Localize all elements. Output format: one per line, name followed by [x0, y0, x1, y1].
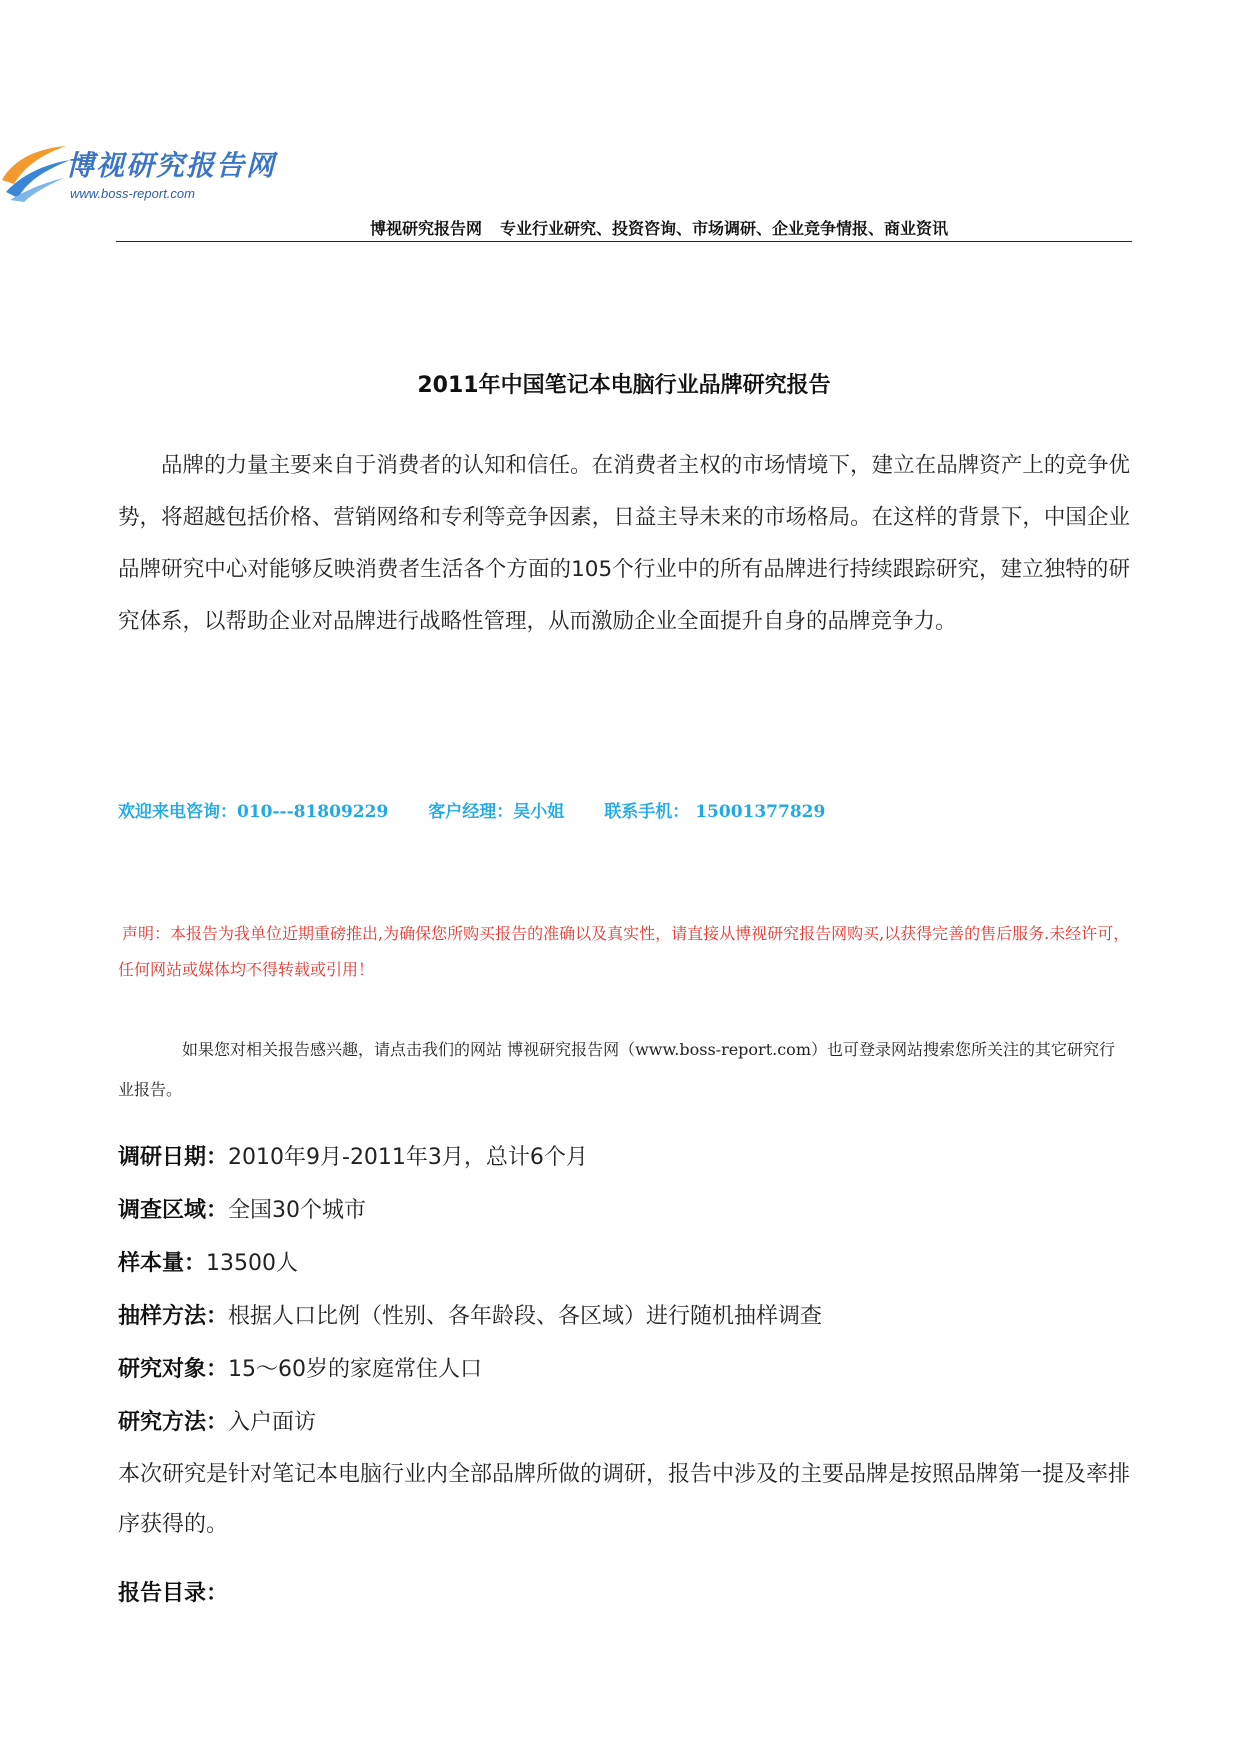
- website-hint: 如果您对相关报告感兴趣，请点击我们的网站 博视研究报告网（www.boss-report.com）也可登录网站搜索您所关注的其它研究行业报告。: [118, 1040, 1115, 1099]
- disclaimer-notice: 声明：本报告为我单位近期重磅推出,为确保您所购买报告的准确以及真实性，请直接从博视研究报告网购买,以获得完善的售后服务.未经许可，任何网站或媒体均不得转载或引用！: [118, 924, 1130, 979]
- detail-survey-region: [118, 1191, 1130, 1244]
- detail-sample-size: [118, 1244, 1130, 1297]
- survey-details: [118, 1138, 1130, 1607]
- detail-sampling-method: [118, 1297, 1130, 1350]
- detail-value: 2010年9月-2011年3月，总计6个月: [228, 1145, 588, 1170]
- contact-line: [118, 797, 825, 822]
- logo-swoosh-icon: [0, 140, 72, 204]
- header-slogan: [370, 216, 948, 239]
- report-title: 2011年中国笔记本电脑行业品牌研究报告: [417, 373, 831, 398]
- detail-label: 调研日期：: [118, 1145, 229, 1170]
- logo-url[interactable]: www.boss-report.com: [70, 186, 195, 201]
- detail-label: 抽样方法：: [118, 1304, 229, 1329]
- research-summary: 本次研究是针对笔记本电脑行业内全部品牌所做的调研，报告中涉及的主要品牌是按照品牌第一提及率排序获得的。: [118, 1462, 1131, 1537]
- header-tagline: 专业行业研究、投资咨询、市场调研、企业竞争情报、商业资讯: [500, 219, 949, 238]
- contact-mobile: 联系手机： 15001377829: [604, 802, 826, 822]
- detail-survey-date: [118, 1138, 1130, 1191]
- detail-value: 15～60岁的家庭常住人口: [228, 1357, 483, 1382]
- contact-manager: 客户经理：吴小姐: [428, 802, 565, 822]
- detail-value: 全国30个城市: [228, 1198, 367, 1223]
- header-site-name: 博视研究报告网: [370, 219, 483, 238]
- detail-value: 入户面访: [228, 1410, 317, 1435]
- detail-research-method: [118, 1403, 1130, 1456]
- site-logo[interactable]: [0, 140, 280, 210]
- header-divider: [116, 241, 1132, 242]
- detail-value: 根据人口比例（性别、各年龄段、各区域）进行随机抽样调查: [228, 1304, 823, 1329]
- detail-label: 研究方法：: [118, 1410, 229, 1435]
- intro-paragraph: 品牌的力量主要来自于消费者的认知和信任。在消费者主权的市场情境下，建立在品牌资产上的竞争优势，将超越包括价格、营销网络和专利等竞争因素，日益主导未来的市场格局。在这样的背景下，中国企业品牌研究中心对能够反映消费者生活各个方面的105个行业中的所有品牌进行持续跟踪研究，建立独特的研究体系，以帮助企业对品牌进行战略性管理，从而激励企业全面提升自身的品牌竞争力。: [118, 453, 1130, 634]
- contact-phone: 欢迎来电咨询：010---81809229: [118, 802, 389, 822]
- detail-label: 样本量：: [118, 1251, 207, 1276]
- detail-label: 调查区域：: [118, 1198, 229, 1223]
- logo-title: 博视研究报告网: [66, 149, 277, 182]
- detail-label: 研究对象：: [118, 1357, 229, 1382]
- toc-heading: 报告目录：: [118, 1581, 229, 1606]
- detail-value: 13500人: [206, 1251, 299, 1276]
- detail-research-subject: [118, 1350, 1130, 1403]
